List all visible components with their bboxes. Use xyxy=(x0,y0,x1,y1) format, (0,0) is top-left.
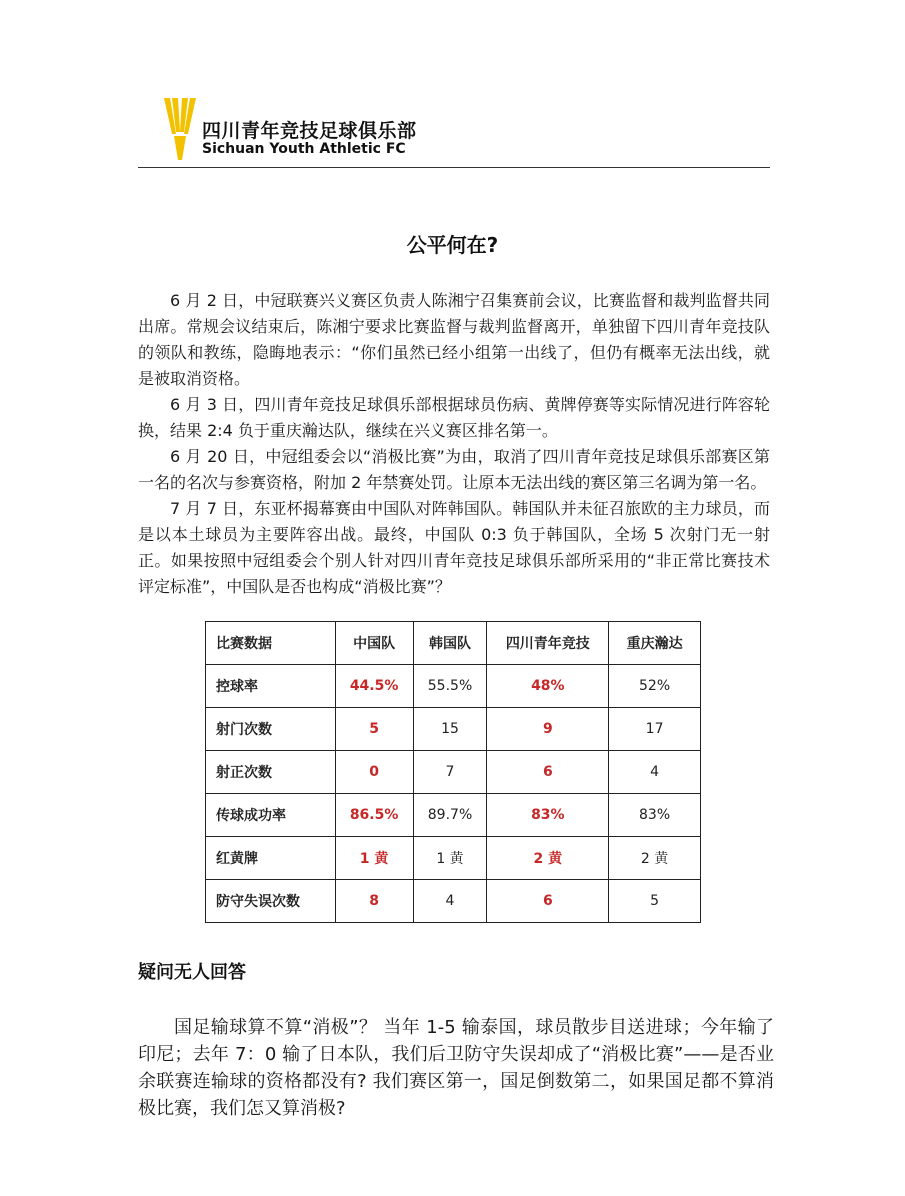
match-stats-table xyxy=(205,621,701,923)
table-cell: 89.7% xyxy=(413,794,487,837)
table-cell: 4 xyxy=(413,880,487,923)
header-cell: 重庆瀚达 xyxy=(609,622,701,665)
header-cell: 四川青年竞技 xyxy=(487,622,609,665)
table-cell: 17 xyxy=(609,708,701,751)
table-row xyxy=(206,837,701,880)
table-row xyxy=(206,665,701,708)
table-cell: 1 黄 xyxy=(413,837,487,880)
club-name-cn: 四川青年竞技足球俱乐部 xyxy=(202,120,417,142)
header-cell: 韩国队 xyxy=(413,622,487,665)
table-cell: 9 xyxy=(487,708,609,751)
row-label: 控球率 xyxy=(206,665,336,708)
row-label: 防守失误次数 xyxy=(206,880,336,923)
body-text xyxy=(138,288,770,600)
closing-text xyxy=(138,1014,774,1122)
table-header-row xyxy=(206,622,701,665)
paragraph: 7 月 7 日，东亚杯揭幕赛由中国队对阵韩国队。韩国队并未征召旅欧的主力球员，而是以本土球员为主要阵容出战。最终，中国队 0:3 负于韩国队，全场 5 次射门无一射正。如果按照中冠组委会个别人针对四川青年竞技足球俱乐部所采用的“非正常比赛技术评定标准”，中国队是否也构成“消极比赛”？ xyxy=(138,499,770,596)
table-cell: 6 xyxy=(487,751,609,794)
row-label: 传球成功率 xyxy=(206,794,336,837)
header-cell: 中国队 xyxy=(335,622,413,665)
header-divider xyxy=(138,167,770,168)
table-cell: 86.5% xyxy=(335,794,413,837)
paragraph: 6 月 3 日，四川青年竞技足球俱乐部根据球员伤病、黄牌停赛等实际情况进行阵容轮换，结果 2:4 负于重庆瀚达队，继续在兴义赛区排名第一。 xyxy=(138,395,770,440)
table-row xyxy=(206,794,701,837)
row-label: 射正次数 xyxy=(206,751,336,794)
table-cell: 0 xyxy=(335,751,413,794)
table-row xyxy=(206,708,701,751)
table-row xyxy=(206,880,701,923)
table-cell: 48% xyxy=(487,665,609,708)
paragraph: 6 月 2 日，中冠联赛兴义赛区负责人陈湘宁召集赛前会议，比赛监督和裁判监督共同出席。常规会议结束后，陈湘宁要求比赛监督与裁判监督离开，单独留下四川青年竞技队的领队和教练，隐晦地表示：“你们虽然已经小组第一出线了，但仍有概率无法出线，就是被取消资格。 xyxy=(138,291,770,388)
table-cell: 5 xyxy=(609,880,701,923)
paragraph: 6 月 20 日，中冠组委会以“消极比赛”为由，取消了四川青年竞技足球俱乐部赛区第一名的名次与参赛资格，附加 2 年禁赛处罚。让原本无法出线的赛区第三名调为第一名。 xyxy=(138,447,770,492)
table-cell: 83% xyxy=(487,794,609,837)
club-logo xyxy=(162,98,198,160)
table-cell: 2 黄 xyxy=(609,837,701,880)
table-cell: 7 xyxy=(413,751,487,794)
row-label: 射门次数 xyxy=(206,708,336,751)
header-cell: 比赛数据 xyxy=(206,622,336,665)
table-cell: 8 xyxy=(335,880,413,923)
table-cell: 44.5% xyxy=(335,665,413,708)
table-cell: 4 xyxy=(609,751,701,794)
table-cell: 6 xyxy=(487,880,609,923)
table-cell: 52% xyxy=(609,665,701,708)
table-cell: 1 黄 xyxy=(335,837,413,880)
table-cell: 55.5% xyxy=(413,665,487,708)
table-cell: 2 黄 xyxy=(487,837,609,880)
table-row xyxy=(206,751,701,794)
club-name-en: Sichuan Youth Athletic FC xyxy=(202,141,406,157)
row-label: 红黄牌 xyxy=(206,837,336,880)
table-cell: 5 xyxy=(335,708,413,751)
table-cell: 15 xyxy=(413,708,487,751)
document-title: 公平何在? xyxy=(406,233,499,257)
paragraph: 国足输球算不算“消极”？ 当年 1-5 输泰国，球员散步目送进球；今年输了印尼；去年 7：0 输了日本队，我们后卫防守失误却成了“消极比赛”——是否业余联赛连输球的资格都没有? 我们赛区第一，国足倒数第二，如果国足都不算消极比赛，我们怎又算消极? xyxy=(138,1017,774,1119)
section-heading: 疑问无人回答 xyxy=(138,962,246,983)
table-cell: 83% xyxy=(609,794,701,837)
